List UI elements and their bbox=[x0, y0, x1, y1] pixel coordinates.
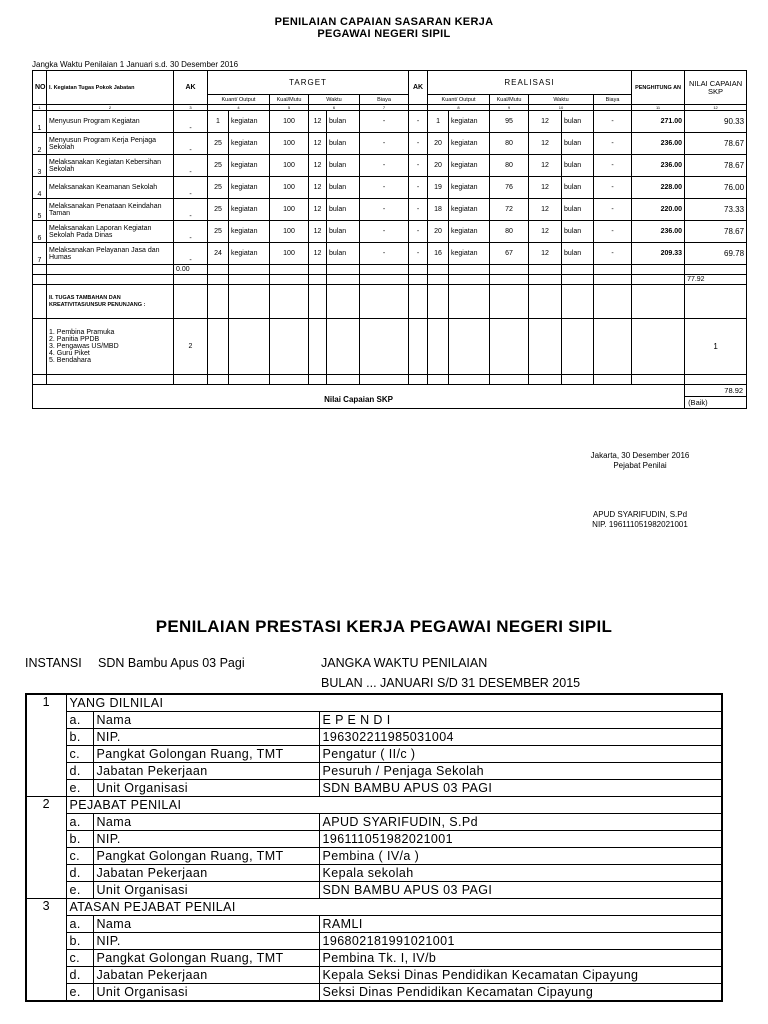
tambahan-ak: 2 bbox=[174, 319, 208, 375]
skp-cell-r-biaya: - bbox=[594, 111, 632, 133]
tambahan-item: 3. Pengawas US/MBD bbox=[49, 343, 119, 350]
ak-total: 0.00 bbox=[174, 265, 208, 275]
skp-cell-t-bln: bulan bbox=[327, 155, 360, 177]
skp-row bbox=[33, 155, 747, 177]
skp-row bbox=[33, 133, 747, 155]
skp-cell-t-qty: 25 bbox=[208, 221, 229, 243]
skp-cell-ak2: - bbox=[409, 177, 428, 199]
skp-cell-t-bln: bulan bbox=[327, 133, 360, 155]
final-value: 78.92 bbox=[685, 385, 746, 397]
section-2-label: II. TUGAS TAMBAHAN DAN KREATIVITAS/UNSUR PENUNJANG : bbox=[47, 285, 174, 319]
skp-cell-r-bln: bulan bbox=[562, 111, 594, 133]
skp-cell-ak: - bbox=[174, 177, 208, 199]
section-title: ATASAN PEJABAT PENILAI bbox=[66, 899, 722, 916]
skp-row bbox=[33, 111, 747, 133]
skp-cell-no: 1 bbox=[33, 111, 47, 133]
sub-header: Kual/Mutu bbox=[270, 95, 309, 105]
ppk-item-row bbox=[26, 916, 722, 933]
header-ak: AK bbox=[174, 71, 208, 105]
skp-cell-r-bln: bulan bbox=[562, 199, 594, 221]
skp-cell-t-bln: bulan bbox=[327, 243, 360, 265]
skp-cell-r-wkt: 12 bbox=[529, 177, 562, 199]
header-perhitungan: PENGHITUNG AN bbox=[632, 71, 685, 105]
skp-cell-r-mutu: 67 bbox=[490, 243, 529, 265]
column-number: 9 bbox=[490, 105, 529, 111]
item-letter: c. bbox=[66, 950, 93, 967]
skp-cell-t-unit: kegiatan bbox=[229, 111, 270, 133]
item-value: E P E N D I bbox=[319, 712, 722, 729]
skp-cell-no: 4 bbox=[33, 177, 47, 199]
section-number: 3 bbox=[26, 899, 66, 1002]
header-ak-2: AK bbox=[409, 71, 428, 105]
skp-cell-r-bln: bulan bbox=[562, 177, 594, 199]
skp-cell-r-qty: 20 bbox=[428, 221, 449, 243]
skp-cell-r-mutu: 95 bbox=[490, 111, 529, 133]
item-label: Jabatan Pekerjaan bbox=[93, 865, 319, 882]
sub-header: Kual/Mutu bbox=[490, 95, 529, 105]
skp-cell-t-biaya: - bbox=[360, 155, 409, 177]
final-grade: (Baik) bbox=[688, 398, 708, 407]
period-label: JANGKA WAKTU PENILAIAN bbox=[321, 656, 488, 670]
skp-cell-kegiatan: Melaksanakan Penataan Keindahan Taman bbox=[47, 199, 174, 221]
item-label: Jabatan Pekerjaan bbox=[93, 967, 319, 984]
skp-cell-t-mutu: 100 bbox=[270, 221, 309, 243]
skp-cell-t-mutu: 100 bbox=[270, 133, 309, 155]
item-letter: a. bbox=[66, 814, 93, 831]
signer-block bbox=[560, 510, 720, 530]
ppk-item-row bbox=[26, 848, 722, 865]
item-value: 196111051982021001 bbox=[319, 831, 722, 848]
section-title: PEJABAT PENILAI bbox=[66, 797, 722, 814]
skp-cell-r-bln: bulan bbox=[562, 155, 594, 177]
skp-cell-r-wkt: 12 bbox=[529, 111, 562, 133]
skp-cell-t-wkt: 12 bbox=[309, 177, 327, 199]
skp-cell-t-qty: 1 bbox=[208, 111, 229, 133]
column-number: 7 bbox=[360, 105, 409, 111]
skp-cell-t-unit: kegiatan bbox=[229, 133, 270, 155]
item-letter: b. bbox=[66, 831, 93, 848]
item-label: Unit Organisasi bbox=[93, 882, 319, 899]
skp-cell-ak2: - bbox=[409, 199, 428, 221]
skp-cell-t-wkt: 12 bbox=[309, 111, 327, 133]
item-label: Nama bbox=[93, 712, 319, 729]
skp-cell-no: 3 bbox=[33, 155, 47, 177]
skp-cell-t-unit: kegiatan bbox=[229, 243, 270, 265]
skp-cell-r-biaya: - bbox=[594, 155, 632, 177]
skp-cell-r-wkt: 12 bbox=[529, 199, 562, 221]
skp-cell-r-wkt: 12 bbox=[529, 155, 562, 177]
ppk-item-row bbox=[26, 746, 722, 763]
column-number: 3 bbox=[174, 105, 208, 111]
column-number: 1 bbox=[33, 105, 47, 111]
item-letter: a. bbox=[66, 712, 93, 729]
skp-cell-t-qty: 25 bbox=[208, 199, 229, 221]
skp-cell-r-qty: 19 bbox=[428, 177, 449, 199]
skp-cell-r-qty: 18 bbox=[428, 199, 449, 221]
skp-cell-nilai: 76.00 bbox=[685, 177, 747, 199]
skp-cell-hitung: 228.00 bbox=[632, 177, 685, 199]
period-value: BULAN ... JANUARI S/D 31 DESEMBER 2015 bbox=[321, 676, 581, 690]
item-value: SDN BAMBU APUS 03 PAGI bbox=[319, 780, 722, 797]
item-letter: a. bbox=[66, 916, 93, 933]
item-value: Pengatur ( II/c ) bbox=[319, 746, 722, 763]
skp-cell-t-biaya: - bbox=[360, 177, 409, 199]
skp-cell-ak: - bbox=[174, 155, 208, 177]
item-value: Pembina Tk. I, IV/b bbox=[319, 950, 722, 967]
skp-cell-r-qty: 20 bbox=[428, 155, 449, 177]
skp-cell-no: 5 bbox=[33, 199, 47, 221]
ppk-item-row bbox=[26, 882, 722, 899]
item-letter: b. bbox=[66, 729, 93, 746]
item-label: Jabatan Pekerjaan bbox=[93, 763, 319, 780]
ppk-title: PENILAIAN PRESTASI KERJA PEGAWAI NEGERI SIPIL bbox=[155, 617, 613, 636]
item-value: Kepala sekolah bbox=[319, 865, 722, 882]
skp-cell-kegiatan: Melaksanakan Pelayanan Jasa dan Humas bbox=[47, 243, 174, 265]
place-date: Jakarta, 30 Desember 2016 bbox=[590, 451, 690, 460]
ppk-item-row bbox=[26, 729, 722, 746]
ppk-item-row bbox=[26, 831, 722, 848]
ppk-item-row bbox=[26, 712, 722, 729]
skp-table bbox=[32, 70, 747, 409]
average-value: 77.92 bbox=[685, 275, 747, 285]
skp-cell-t-wkt: 12 bbox=[309, 243, 327, 265]
ppk-section-row bbox=[26, 899, 722, 916]
item-label: Unit Organisasi bbox=[93, 984, 319, 1002]
skp-cell-t-qty: 24 bbox=[208, 243, 229, 265]
skp-cell-no: 2 bbox=[33, 133, 47, 155]
item-value: 196302211985031004 bbox=[319, 729, 722, 746]
skp-cell-t-bln: bulan bbox=[327, 221, 360, 243]
ppk-item-row bbox=[26, 814, 722, 831]
column-number: 6 bbox=[309, 105, 360, 111]
header-nilai: NILAI CAPAIAN SKP bbox=[685, 71, 747, 105]
item-letter: b. bbox=[66, 933, 93, 950]
tambahan-nilai: 1 bbox=[685, 319, 747, 375]
ppk-item-row bbox=[26, 763, 722, 780]
skp-cell-r-unit: kegiatan bbox=[449, 221, 490, 243]
skp-cell-t-bln: bulan bbox=[327, 199, 360, 221]
column-number: 5 bbox=[270, 105, 309, 111]
skp-cell-kegiatan: Menyusun Program Kerja Penjaga Sekolah bbox=[47, 133, 174, 155]
skp-cell-ak: - bbox=[174, 111, 208, 133]
ppk-section-row bbox=[26, 797, 722, 814]
header-realisasi: REALISASI bbox=[428, 71, 632, 95]
skp-cell-r-biaya: - bbox=[594, 221, 632, 243]
skp-cell-t-biaya: - bbox=[360, 221, 409, 243]
skp-cell-kegiatan: Melaksanakan Keamanan Sekolah bbox=[47, 177, 174, 199]
skp-cell-nilai: 69.78 bbox=[685, 243, 747, 265]
item-value: RAMLI bbox=[319, 916, 722, 933]
item-label: Nama bbox=[93, 916, 319, 933]
skp-cell-r-wkt: 12 bbox=[529, 133, 562, 155]
skp-cell-t-unit: kegiatan bbox=[229, 199, 270, 221]
ppk-section-row bbox=[26, 694, 722, 712]
sub-header: Biaya bbox=[594, 95, 632, 105]
skp-cell-hitung: 209.33 bbox=[632, 243, 685, 265]
skp-cell-r-biaya: - bbox=[594, 243, 632, 265]
skp-cell-nilai: 73.33 bbox=[685, 199, 747, 221]
skp-cell-r-unit: kegiatan bbox=[449, 199, 490, 221]
skp-cell-r-biaya: - bbox=[594, 133, 632, 155]
skp-cell-r-biaya: - bbox=[594, 199, 632, 221]
header-target: TARGET bbox=[208, 71, 409, 95]
skp-cell-t-qty: 25 bbox=[208, 155, 229, 177]
skp-cell-t-biaya: - bbox=[360, 111, 409, 133]
skp-cell-hitung: 236.00 bbox=[632, 133, 685, 155]
sub-header: Biaya bbox=[360, 95, 409, 105]
skp-title-2: PEGAWAI NEGERI SIPIL bbox=[317, 28, 451, 40]
skp-cell-t-unit: kegiatan bbox=[229, 155, 270, 177]
item-value: Seksi Dinas Pendidikan Kecamatan Cipayung bbox=[319, 984, 722, 1002]
item-value: APUD SYARIFUDIN, S.Pd bbox=[319, 814, 722, 831]
skp-cell-r-wkt: 12 bbox=[529, 243, 562, 265]
skp-cell-t-mutu: 100 bbox=[270, 111, 309, 133]
skp-cell-nilai: 78.67 bbox=[685, 221, 747, 243]
column-number: 4 bbox=[208, 105, 270, 111]
instansi-label: INSTANSI bbox=[25, 656, 82, 670]
skp-cell-t-mutu: 100 bbox=[270, 199, 309, 221]
item-value: Kepala Seksi Dinas Pendidikan Kecamatan Cipayung bbox=[319, 967, 722, 984]
ppk-item-row bbox=[26, 967, 722, 984]
skp-cell-t-qty: 25 bbox=[208, 133, 229, 155]
item-letter: d. bbox=[66, 763, 93, 780]
skp-cell-no: 7 bbox=[33, 243, 47, 265]
ppk-table bbox=[25, 693, 723, 1002]
skp-cell-nilai: 78.67 bbox=[685, 155, 747, 177]
skp-cell-kegiatan: Melaksanakan Laporan Kegiatan Sekolah Pada Dinas bbox=[47, 221, 174, 243]
item-label: NIP. bbox=[93, 831, 319, 848]
ppk-item-row bbox=[26, 933, 722, 950]
final-value-cell bbox=[685, 385, 747, 409]
skp-cell-ak: - bbox=[174, 133, 208, 155]
skp-cell-nilai: 78.67 bbox=[685, 133, 747, 155]
skp-cell-t-unit: kegiatan bbox=[229, 221, 270, 243]
signer-role: Pejabat Penilai bbox=[613, 461, 667, 470]
skp-row bbox=[33, 199, 747, 221]
skp-cell-t-mutu: 100 bbox=[270, 177, 309, 199]
skp-cell-ak2: - bbox=[409, 243, 428, 265]
final-label: Nilai Capaian SKP bbox=[33, 385, 685, 409]
item-letter: c. bbox=[66, 746, 93, 763]
skp-cell-r-unit: kegiatan bbox=[449, 177, 490, 199]
item-letter: e. bbox=[66, 882, 93, 899]
skp-cell-t-mutu: 100 bbox=[270, 243, 309, 265]
skp-cell-hitung: 220.00 bbox=[632, 199, 685, 221]
skp-cell-r-mutu: 80 bbox=[490, 133, 529, 155]
skp-cell-ak2: - bbox=[409, 221, 428, 243]
instansi-value: SDN Bambu Apus 03 Pagi bbox=[98, 656, 245, 670]
item-letter: d. bbox=[66, 865, 93, 882]
item-letter: d. bbox=[66, 967, 93, 984]
skp-cell-r-mutu: 80 bbox=[490, 221, 529, 243]
section-number: 1 bbox=[26, 694, 66, 797]
skp-row bbox=[33, 177, 747, 199]
tambahan-item: 2. Panitia PPDB bbox=[49, 336, 100, 343]
item-value: Pembina ( IV/a ) bbox=[319, 848, 722, 865]
column-number: 10 bbox=[529, 105, 594, 111]
skp-cell-ak: - bbox=[174, 243, 208, 265]
skp-cell-r-bln: bulan bbox=[562, 133, 594, 155]
skp-cell-r-bln: bulan bbox=[562, 243, 594, 265]
skp-cell-t-unit: kegiatan bbox=[229, 177, 270, 199]
item-label: NIP. bbox=[93, 933, 319, 950]
tambahan-item: 5. Bendahara bbox=[49, 357, 92, 364]
skp-row bbox=[33, 243, 747, 265]
skp-cell-no: 6 bbox=[33, 221, 47, 243]
column-number: 11 bbox=[632, 105, 685, 111]
ppk-item-row bbox=[26, 984, 722, 1002]
skp-cell-t-wkt: 12 bbox=[309, 155, 327, 177]
skp-cell-r-bln: bulan bbox=[562, 221, 594, 243]
item-label: Pangkat Golongan Ruang, TMT bbox=[93, 950, 319, 967]
skp-cell-ak: - bbox=[174, 221, 208, 243]
ppk-item-row bbox=[26, 950, 722, 967]
item-label: Unit Organisasi bbox=[93, 780, 319, 797]
item-letter: e. bbox=[66, 984, 93, 1002]
ppk-item-row bbox=[26, 865, 722, 882]
skp-cell-r-unit: kegiatan bbox=[449, 155, 490, 177]
column-number: 12 bbox=[685, 105, 747, 111]
skp-cell-t-biaya: - bbox=[360, 243, 409, 265]
skp-cell-r-mutu: 80 bbox=[490, 155, 529, 177]
skp-cell-t-qty: 25 bbox=[208, 177, 229, 199]
skp-cell-t-biaya: - bbox=[360, 199, 409, 221]
item-letter: c. bbox=[66, 848, 93, 865]
item-label: Pangkat Golongan Ruang, TMT bbox=[93, 746, 319, 763]
tambahan-item: 4. Guru Piket bbox=[49, 350, 90, 357]
sub-header: Waktu bbox=[529, 95, 594, 105]
skp-cell-hitung: 271.00 bbox=[632, 111, 685, 133]
column-number: 2 bbox=[47, 105, 174, 111]
skp-cell-r-mutu: 76 bbox=[490, 177, 529, 199]
skp-cell-r-qty: 1 bbox=[428, 111, 449, 133]
skp-cell-t-bln: bulan bbox=[327, 111, 360, 133]
skp-cell-ak2: - bbox=[409, 155, 428, 177]
sub-header: Kuant/ Output bbox=[428, 95, 490, 105]
skp-cell-t-bln: bulan bbox=[327, 177, 360, 199]
signer-name: APUD SYARIFUDIN, S.Pd bbox=[592, 510, 688, 519]
skp-cell-r-biaya: - bbox=[594, 177, 632, 199]
header-no: NO bbox=[33, 71, 47, 105]
skp-cell-t-wkt: 12 bbox=[309, 133, 327, 155]
skp-cell-hitung: 236.00 bbox=[632, 221, 685, 243]
skp-cell-r-qty: 16 bbox=[428, 243, 449, 265]
skp-cell-kegiatan: Melaksanakan Kegiatan Kebersihan Sekolah bbox=[47, 155, 174, 177]
skp-row bbox=[33, 221, 747, 243]
skp-cell-t-biaya: - bbox=[360, 133, 409, 155]
sub-header: Waktu bbox=[309, 95, 360, 105]
skp-cell-r-unit: kegiatan bbox=[449, 111, 490, 133]
skp-cell-r-unit: kegiatan bbox=[449, 243, 490, 265]
skp-cell-t-mutu: 100 bbox=[270, 155, 309, 177]
tambahan-item: 1. Pembina Pramuka bbox=[49, 329, 115, 336]
skp-cell-ak2: - bbox=[409, 133, 428, 155]
item-letter: e. bbox=[66, 780, 93, 797]
sub-header: Kuant/ Output bbox=[208, 95, 270, 105]
signature-block bbox=[560, 451, 720, 471]
item-value: SDN BAMBU APUS 03 PAGI bbox=[319, 882, 722, 899]
column-number: 8 bbox=[428, 105, 490, 111]
skp-cell-hitung: 236.00 bbox=[632, 155, 685, 177]
skp-cell-ak2: - bbox=[409, 111, 428, 133]
skp-cell-nilai: 90.33 bbox=[685, 111, 747, 133]
skp-cell-r-qty: 20 bbox=[428, 133, 449, 155]
skp-title-1: PENILAIAN CAPAIAN SASARAN KERJA bbox=[274, 16, 494, 28]
skp-cell-ak: - bbox=[174, 199, 208, 221]
header-kegiatan: I. Kegiatan Tugas Pokok Jabatan bbox=[47, 71, 174, 105]
item-value: Pesuruh / Penjaga Sekolah bbox=[319, 763, 722, 780]
skp-cell-t-wkt: 12 bbox=[309, 199, 327, 221]
signer-nip: NIP. 196111051982021001 bbox=[592, 520, 688, 529]
skp-cell-kegiatan: Menyusun Program Kegiatan bbox=[47, 111, 174, 133]
ppk-item-row bbox=[26, 780, 722, 797]
section-number: 2 bbox=[26, 797, 66, 899]
item-label: NIP. bbox=[93, 729, 319, 746]
skp-period: Jangka Waktu Penilaian 1 Januari s.d. 30 Desember 2016 bbox=[32, 60, 239, 69]
skp-cell-r-unit: kegiatan bbox=[449, 133, 490, 155]
item-label: Pangkat Golongan Ruang, TMT bbox=[93, 848, 319, 865]
item-label: Nama bbox=[93, 814, 319, 831]
section-title: YANG DILNILAI bbox=[66, 694, 722, 712]
skp-cell-r-wkt: 12 bbox=[529, 221, 562, 243]
skp-cell-r-mutu: 72 bbox=[490, 199, 529, 221]
skp-cell-t-wkt: 12 bbox=[309, 221, 327, 243]
tambahan-list bbox=[47, 319, 174, 375]
item-value: 196802181991021001 bbox=[319, 933, 722, 950]
